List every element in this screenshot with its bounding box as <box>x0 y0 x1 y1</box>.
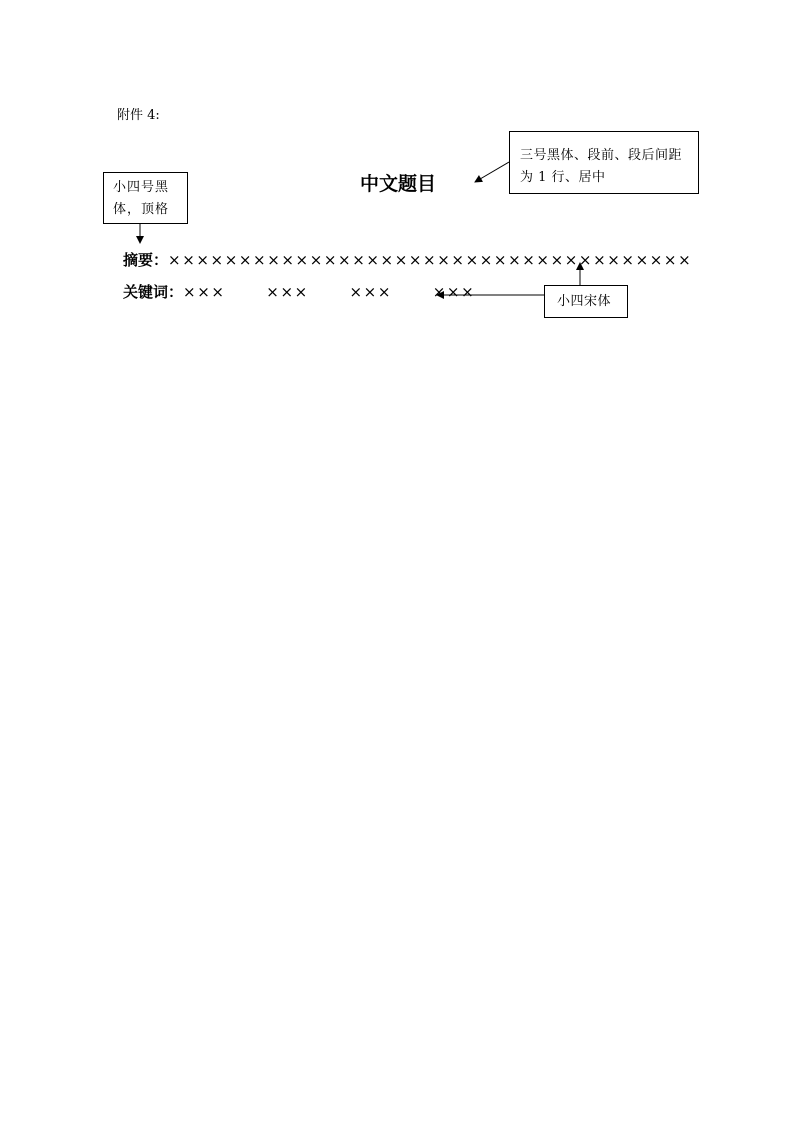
heading-format-callout-text: 小四号黑体，顶格 <box>113 180 170 217</box>
abstract-placeholder: ××××××××××××××××××××××××××××××××××××× <box>168 251 693 269</box>
keywords-placeholder: ××× ××× ××× ××× <box>183 283 476 301</box>
abstract-separator: ： <box>153 251 169 269</box>
body-format-callout-text: 小四宋体 <box>557 294 612 309</box>
document-title: 中文题目 <box>359 173 436 195</box>
title-format-callout <box>509 131 699 194</box>
body-format-callout <box>544 285 628 318</box>
heading-format-callout <box>103 172 188 224</box>
keywords-separator: ： <box>168 283 184 301</box>
title-format-callout-text: 三号黑体、段前、段后间距为 1 行、居中 <box>520 148 683 185</box>
keywords-line <box>123 281 475 303</box>
attachment-label: 附件 4: <box>117 108 160 123</box>
abstract-line <box>123 249 692 271</box>
keywords-label: 关键词 <box>123 283 169 301</box>
abstract-label: 摘要 <box>123 251 154 269</box>
